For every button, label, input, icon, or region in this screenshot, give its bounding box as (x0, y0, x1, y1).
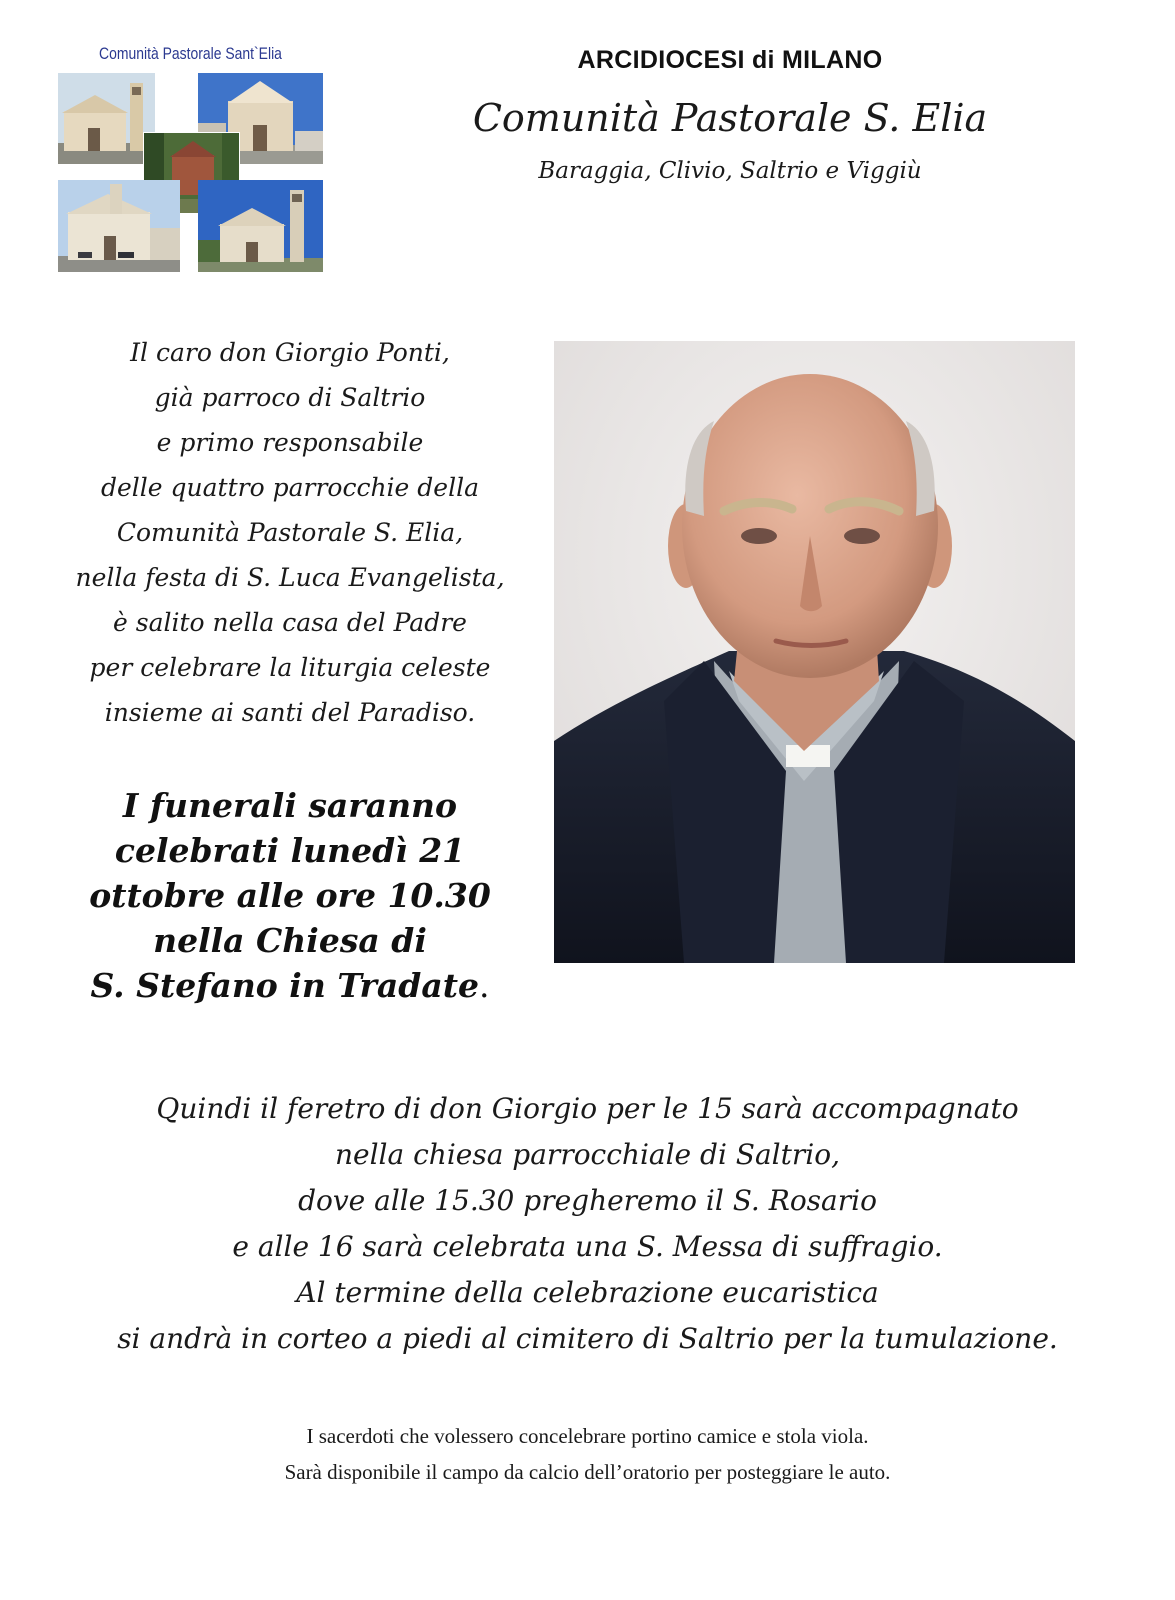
archdiocese-heading: ARCIDIOCESI di MILANO (577, 46, 883, 74)
parishes-subtitle: Baraggia, Clivio, Saltrio e Viggiù (538, 158, 922, 184)
announcement-line: Il caro don Giorgio Ponti, (130, 338, 450, 367)
announcement-line: nella festa di S. Luca Evangelista, (75, 563, 505, 592)
church-saltrio-photo (58, 180, 180, 272)
details-line: Al termine della celebrazione eucaristica (296, 1276, 879, 1309)
funeral-line: I funerali saranno (122, 786, 458, 825)
ceremony-details (20, 1086, 1155, 1362)
details-line: Quindi il feretro di don Giorgio per le 15 sarà accompagnato (156, 1092, 1019, 1125)
death-announcement (40, 330, 540, 735)
funeral-line: ottobre alle ore 10.30 (89, 876, 491, 915)
funeral-line: nella Chiesa di (153, 921, 427, 960)
funeral-line-location (40, 963, 540, 1008)
funeral-location: S. Stefano in Tradate (90, 966, 479, 1005)
funeral-final-period: . (478, 966, 490, 1005)
practical-notes (40, 1418, 1135, 1490)
details-line: dove alle 15.30 pregheremo il S. Rosario (298, 1184, 877, 1217)
announcement-line: delle quattro parrocchie della (101, 473, 479, 502)
announcement-line: insieme ai santi del Paradiso. (104, 698, 476, 727)
announcement-line: per celebrare la liturgia celeste (89, 653, 491, 682)
community-logo (58, 40, 323, 272)
church-viggiu-photo (198, 180, 323, 272)
announcement-line: già parroco di Saltrio (154, 383, 426, 412)
priest-portrait (554, 341, 1075, 963)
announcement-line: e primo responsabile (156, 428, 424, 457)
page-title: Comunità Pastorale S. Elia (472, 96, 988, 140)
church-baraggia-photo (58, 73, 155, 164)
announcement-line: Comunità Pastorale S. Elia, (116, 518, 464, 547)
details-line: e alle 16 sarà celebrata una S. Messa di suffragio. (232, 1230, 943, 1263)
logo-title: Comunità Pastorale Sant`Elia (99, 44, 282, 63)
funeral-line: celebrati lunedì 21 (114, 831, 466, 870)
funeral-info (40, 783, 540, 1008)
announcement-line: è salito nella casa del Padre (113, 608, 467, 637)
details-line: si andrà in corteo a piedi al cimitero di Saltrio per la tumulazione. (117, 1322, 1058, 1355)
note-line: Sarà disponibile il campo da calcio dell’oratorio per posteggiare le auto. (284, 1460, 891, 1484)
note-line: I sacerdoti che volessero concelebrare portino camice e stola viola. (306, 1424, 869, 1448)
details-line: nella chiesa parrocchiale di Saltrio, (335, 1138, 840, 1171)
